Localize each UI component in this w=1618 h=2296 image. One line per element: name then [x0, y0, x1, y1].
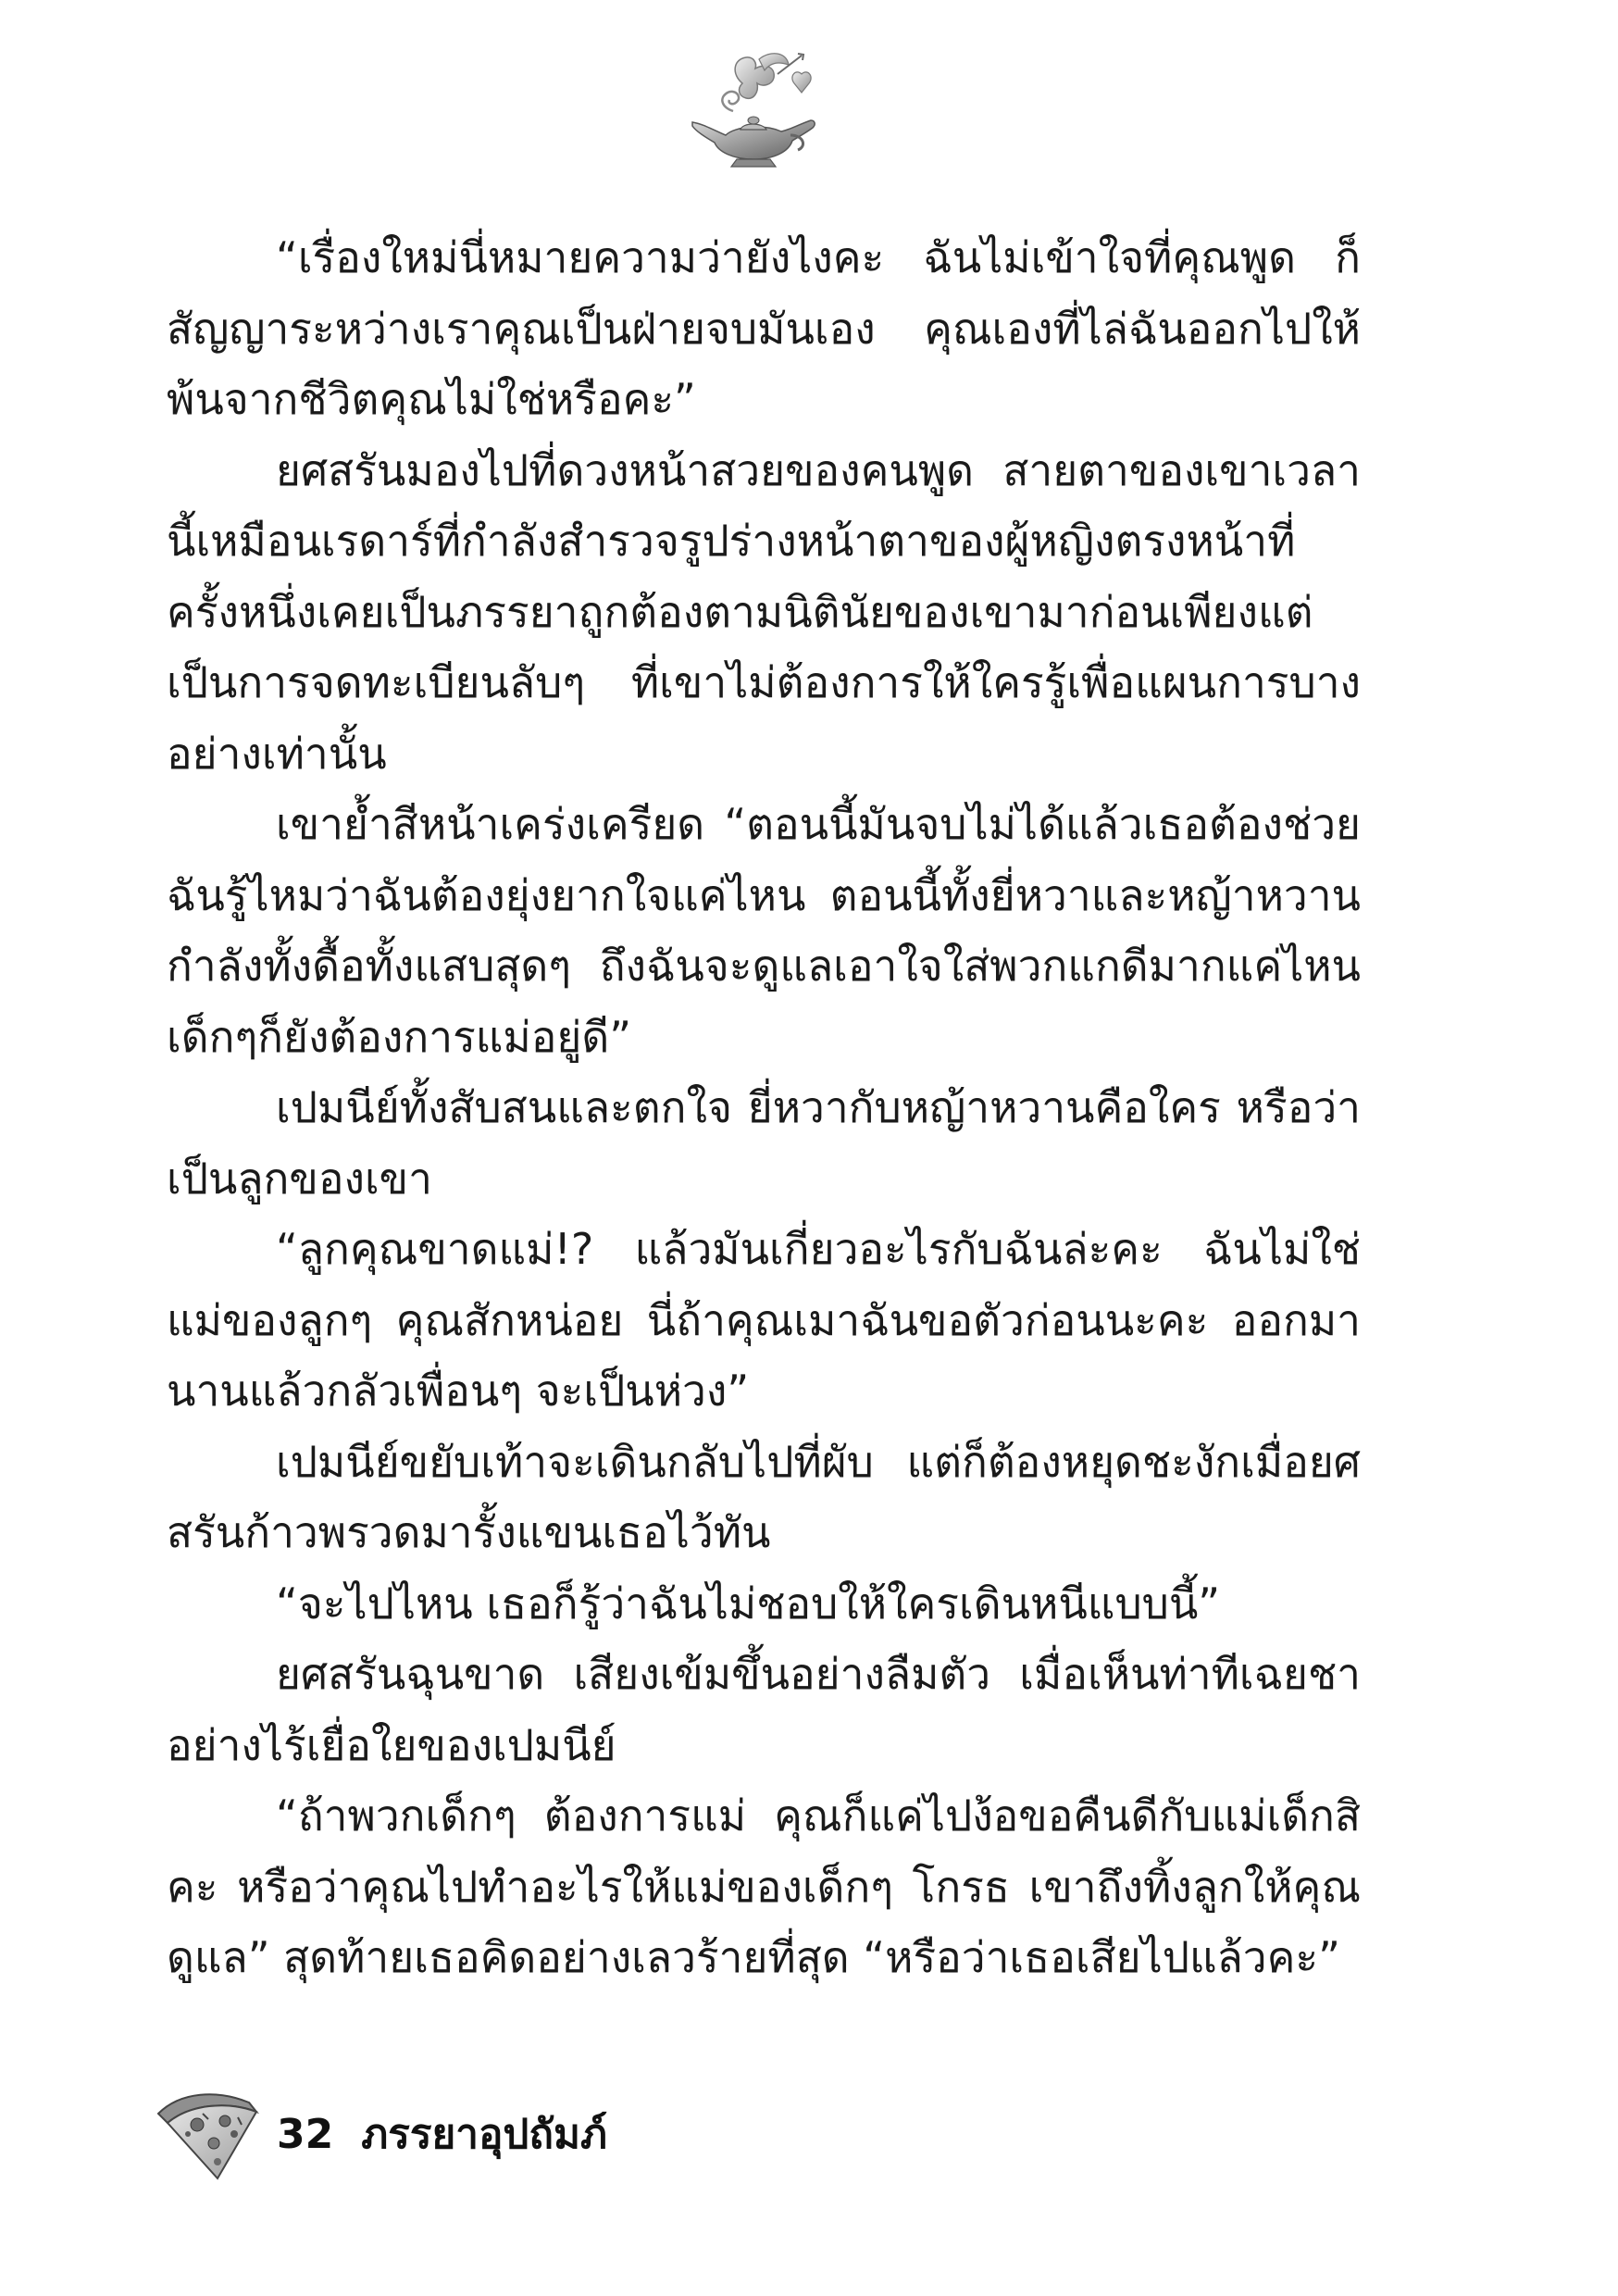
paragraph: “จะไปไหน เธอก็รู้ว่าฉันไม่ชอบให้ใครเดินหนีแบบนี้” [276, 1578, 1221, 1628]
paragraph: “เรื่องใหม่นี่หมายความว่ายังไงคะ ฉันไม่เข้าใจที่คุณพูด ก็สัญญาระหว่างเราคุณเป็นฝ่ายจบมันเอง คุณเองที่ไล่ฉันออกไปให้พ้นจากชีวิตคุณไม่ใช่หรือคะ” [167, 232, 1361, 424]
paragraph: ยศสรันมองไปที่ดวงหน้าสวยของคนพูด สายตาของเขาเวลานี้เหมือนเรดาร์ที่กำลังสำรวจรูปร่างหน้าตาของผู้หญิงตรงหน้าที่ครั้งหนึ่งเคยเป็นภรรยาถูกต้องตามนิตินัยของเขามาก่อนเพียงแต่เป็นการจดทะเบียนลับๆ ที่เขาไม่ต้องการให้ใครรู้เพื่อแผนการบางอย่างเท่านั้น [167, 444, 1361, 779]
paragraph: “ถ้าพวกเด็กๆ ต้องการแม่ คุณก็แค่ไปง้อขอคืนดีกับแม่เด็กสิคะ หรือว่าคุณไปทำอะไรให้แม่ของเด็กๆ โกรธ เขาถึงทิ้งลูกให้คุณดูแล” สุดท้ายเธอคิดอย่างเลวร้ายที่สุด “หรือว่าเธอเสียไปแล้วคะ” [167, 1791, 1361, 1982]
paragraph: “ลูกคุณขาดแม่!? แล้วมันเกี่ยวอะไรกับฉันล่ะคะ ฉันไม่ใช่แม่ของลูกๆ คุณสักหน่อย นี่ถ้าคุณเมาฉันขอตัวก่อนนะคะ ออกมานานแล้วกลัวเพื่อนๆ จะเป็นห่วง” [167, 1224, 1361, 1416]
page-number: 32 [277, 2110, 334, 2158]
page-footer [153, 2083, 607, 2185]
paragraph: เปมนีย์ขยับเท้าจะเดินกลับไปที่ผับ แต่ก็ต้องหยุดชะงักเมื่อยศสรันก้าวพรวดมารั้งแขนเธอไว้ทัน [167, 1436, 1361, 1557]
paragraph: ยศสรันฉุนขาด เสียงเข้มขึ้นอย่างลืมตัว เมื่อเห็นท่าทีเฉยชาอย่างไร้เยื่อใยของเปมนีย์ [167, 1649, 1361, 1770]
body-text [167, 222, 1361, 1993]
book-title: ภรรยาอุปถัมภ์ [361, 2111, 607, 2158]
pizza-slice-icon [153, 2086, 264, 2183]
genie-lamp-icon [685, 46, 824, 171]
paragraph: เปมนีย์ทั้งสับสนและตกใจ ยี่หวากับหญ้าหวานคือใคร หรือว่าเป็นลูกของเขา [167, 1082, 1361, 1204]
paragraph: เขาย้ำสีหน้าเคร่งเครียด “ตอนนี้มันจบไม่ได้แล้วเธอต้องช่วยฉันรู้ไหมว่าฉันต้องยุ่งยากใจแค่ไหน ตอนนี้ทั้งยี่หวาและหญ้าหวาน กำลังทั้งดื้อทั้งแสบสุดๆ ถึงฉันจะดูแลเอาใจใส่พวกแกดีมากแค่ไหน เด็กๆก็ยังต้องการแม่อยู่ดี” [167, 799, 1361, 1062]
